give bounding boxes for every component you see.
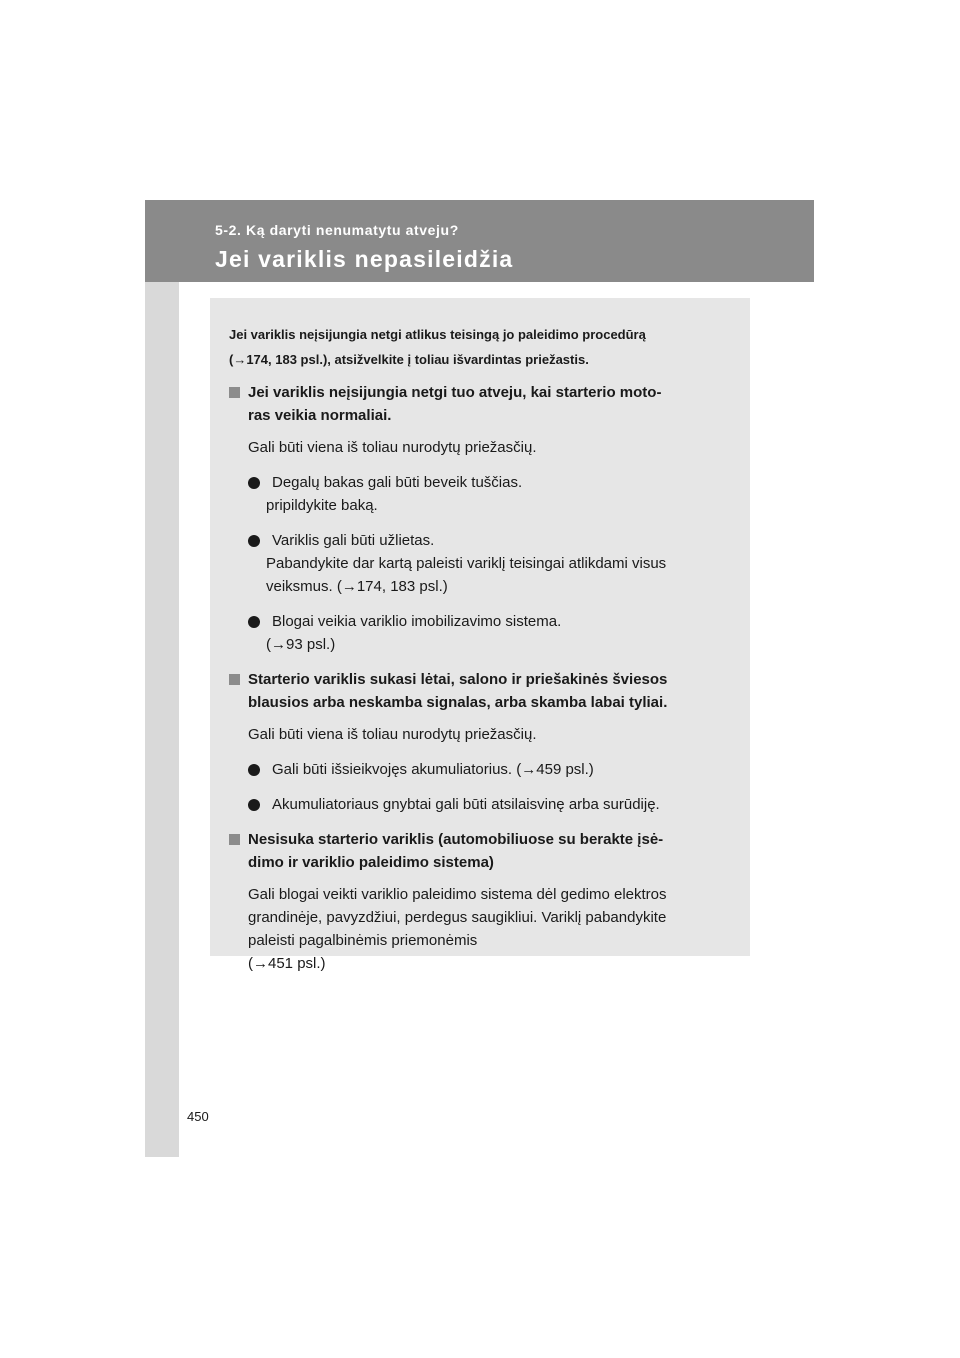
section-heading [229, 828, 727, 874]
list-item-text: Gali būti išsieikvojęs akumuliatorius. (→459 psl.) [272, 761, 594, 778]
page-number: 450 [187, 1109, 209, 1124]
heading-line: ras veikia normaliai. [248, 407, 392, 424]
square-bullet-icon [229, 387, 240, 398]
list-item [229, 793, 727, 816]
body-line: (→451 psl.) [248, 955, 326, 972]
heading-line: Starterio variklis sukasi lėtai, salono ir priešakinės šviesos [248, 671, 668, 688]
heading-line: dimo ir variklio paleidimo sistema) [248, 854, 494, 871]
chapter-header [145, 200, 814, 282]
section-lead: Gali būti viena iš toliau nurodytų priežasčių. [248, 439, 537, 456]
list-item [229, 529, 727, 552]
round-bullet-icon [248, 616, 260, 628]
list-item [229, 471, 727, 494]
body-line: Gali blogai veikti variklio paleidimo sistema dėl gedimo elektros [248, 886, 667, 903]
heading-line: Jei variklis neįsijungia netgi tuo atveju, kai starterio moto- [248, 384, 662, 401]
section-heading [229, 668, 727, 714]
page-title: Jei variklis nepasileidžia [215, 246, 514, 272]
list-item [229, 610, 727, 633]
round-bullet-icon [248, 535, 260, 547]
heading-line: blausios arba neskamba signalas, arba skamba labai tyliai. [248, 694, 668, 711]
section-lead: Gali būti viena iš toliau nurodytų priežasčių. [248, 726, 537, 743]
list-item-text: Variklis gali būti užlietas. [272, 532, 435, 549]
section-heading [229, 381, 727, 427]
content-inner [229, 322, 727, 975]
intro-line: (→174, 183 psl.), atsižvelkite į toliau išvardintas priežastis. [229, 352, 589, 367]
list-item-text: Blogai veikia variklio imobilizavimo sistema. [272, 613, 562, 630]
intro-line: Jei variklis neįsijungia netgi atlikus teisingą jo paleidimo procedūrą [229, 327, 646, 342]
list-item-detail: veiksmus. (→174, 183 psl.) [266, 578, 448, 595]
body-line: paleisti pagalbinėmis priemonėmis [248, 932, 478, 949]
list-item-detail: pripildykite baką. [266, 497, 378, 514]
section-label: 5-2. Ką daryti nenumatytu atveju? [215, 222, 459, 238]
round-bullet-icon [248, 799, 260, 811]
round-bullet-icon [248, 764, 260, 776]
list-item-detail: Pabandykite dar kartą paleisti variklį teisingai atlikdami visus [266, 555, 667, 572]
square-bullet-icon [229, 834, 240, 845]
round-bullet-icon [248, 477, 260, 489]
list-item-detail: (→93 psl.) [266, 636, 336, 653]
intro-paragraph [229, 322, 727, 372]
body-line: grandinėje, pavyzdžiui, perdegus saugikliui. Variklį pabandykite [248, 909, 667, 926]
content-box [210, 298, 750, 972]
page-side-strip [145, 200, 179, 1157]
list-item [229, 758, 727, 781]
section-body [229, 883, 727, 975]
square-bullet-icon [229, 674, 240, 685]
list-item-text: Degalų bakas gali būti beveik tuščias. [272, 474, 523, 491]
heading-line: Nesisuka starterio variklis (automobiliuose su berakte įsė- [248, 831, 664, 848]
list-item-text: Akumuliatoriaus gnybtai gali būti atsilaisvinę arba surūdiję. [272, 796, 660, 813]
